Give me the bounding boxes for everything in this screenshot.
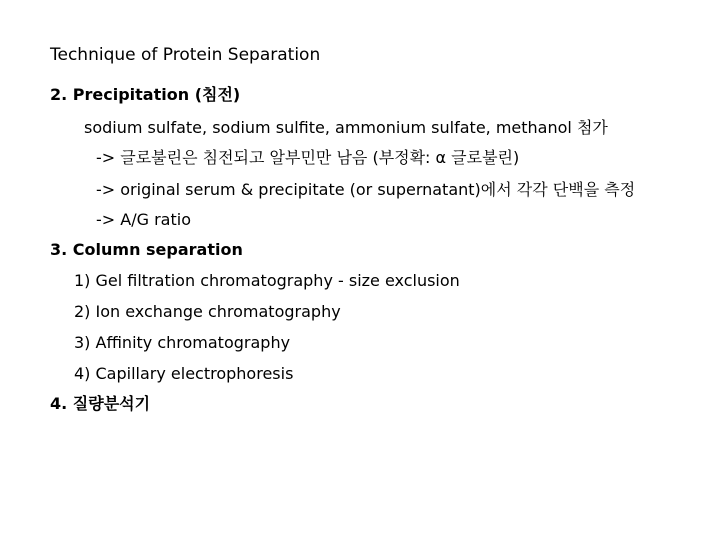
list-item-ion-exchange: 2) Ion exchange chromatography <box>74 302 341 321</box>
list-item-capillary-electrophoresis: 4) Capillary electrophoresis <box>74 364 294 383</box>
precipitation-note-ag-ratio: -> A/G ratio <box>96 210 191 229</box>
precipitation-note-measure: -> original serum & precipitate (or supernatant)에서 각각 단백을 측정 <box>96 180 636 199</box>
list-item-gel-filtration: 1) Gel filtration chromatography - size exclusion <box>74 271 460 290</box>
precipitation-reagents-text: sodium sulfate, sodium sulfite, ammonium sulfate, methanol 첨가 <box>84 118 608 137</box>
section-heading-mass-spectrometry: 4. 질량분석기 <box>50 394 151 413</box>
section-heading-precipitation: 2. Precipitation (침전) <box>50 85 241 104</box>
section-heading-column-separation: 3. Column separation <box>50 240 243 259</box>
precipitation-note-globulin: -> 글로불린은 침전되고 알부민만 남음 (부정확: α 글로불린) <box>96 148 520 167</box>
page-title: Technique of Protein Separation <box>50 45 321 65</box>
list-item-affinity: 3) Affinity chromatography <box>74 333 291 352</box>
